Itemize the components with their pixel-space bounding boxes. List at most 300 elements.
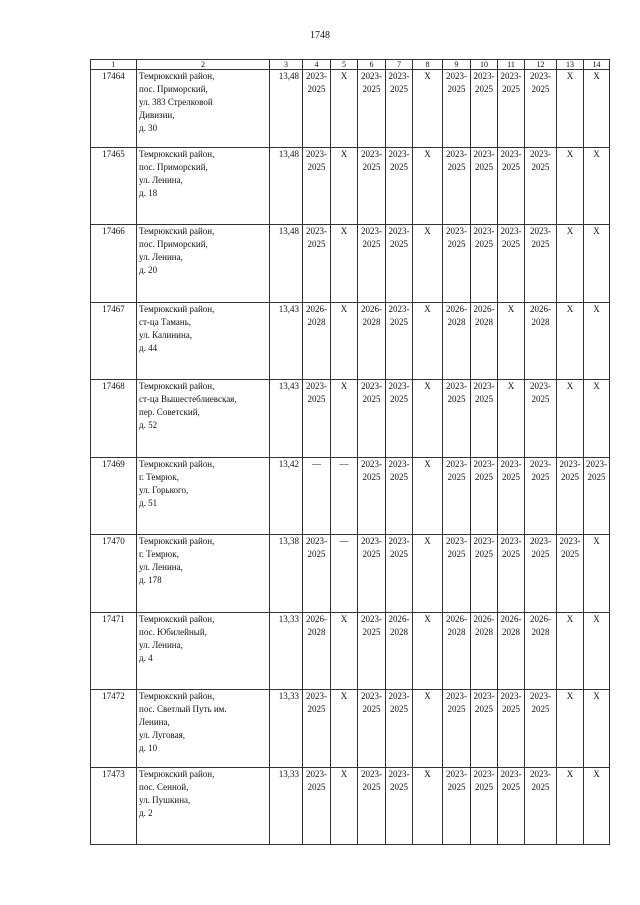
cell-line: 2025 <box>307 704 326 714</box>
cell-line: 2025 <box>362 549 381 559</box>
cell-line: 2023- <box>361 226 382 236</box>
period-cell <box>331 690 358 768</box>
cell-line: 2025 <box>390 549 408 559</box>
period-cell <box>443 535 471 613</box>
cell-line: 2025 <box>307 781 326 792</box>
cell-line: Темрюкский район, <box>139 536 215 546</box>
cell-line: 2023- <box>306 536 327 546</box>
cell-line: 2023- <box>530 458 551 469</box>
cell-line: X <box>424 148 431 159</box>
cell-line: 2023- <box>500 71 522 81</box>
table-row <box>91 225 610 303</box>
cell-line: 2023- <box>361 71 382 81</box>
cell-line: 2023- <box>361 381 382 391</box>
period-cell <box>386 457 413 535</box>
address-cell <box>137 225 270 303</box>
period-cell <box>525 457 557 535</box>
cell-line: д. 4 <box>139 652 153 663</box>
period-cell <box>331 767 358 845</box>
cell-line: ул. Ленина, <box>139 639 183 650</box>
cell-line: 2023- <box>361 613 382 624</box>
cell-line: 2023- <box>559 458 581 469</box>
cell-line: Темрюкский район, <box>139 226 215 236</box>
cell-line: 2025 <box>362 626 381 637</box>
period-cell <box>498 690 525 768</box>
period-cell <box>303 457 331 535</box>
address-cell <box>137 302 270 380</box>
period-cell <box>443 225 471 303</box>
period-cell <box>331 612 358 690</box>
period-cell <box>557 612 584 690</box>
cell-line: пос. Приморский, <box>139 239 208 249</box>
period-cell <box>498 225 525 303</box>
period-cell <box>303 612 331 690</box>
period-cell <box>303 302 331 380</box>
period-cell <box>525 70 557 148</box>
cell-line: X <box>566 613 574 624</box>
period-cell <box>443 612 471 690</box>
column-header: 14 <box>584 60 610 70</box>
period-cell <box>557 767 584 845</box>
column-header: 12 <box>525 60 557 70</box>
cell-line: X <box>340 768 348 779</box>
period-cell <box>525 225 557 303</box>
cell-line: 2026- <box>361 303 382 314</box>
cell-line: 2028 <box>531 316 550 327</box>
cell-line: д. 44 <box>139 342 158 353</box>
period-cell <box>443 70 471 148</box>
cell-line: 2023- <box>473 71 495 81</box>
period-cell <box>498 767 525 845</box>
cell-line: 2023- <box>530 226 551 236</box>
period-cell <box>303 690 331 768</box>
period-cell <box>584 690 610 768</box>
period-cell <box>303 535 331 613</box>
period-cell <box>358 457 386 535</box>
cell-line: X <box>424 458 431 469</box>
cell-line: г. Темрюк, <box>139 471 179 482</box>
cell-line: 2025 <box>362 84 381 94</box>
cell-line: — <box>312 458 321 469</box>
area-cell: 13,48 <box>270 147 303 225</box>
period-cell <box>386 225 413 303</box>
cell-line: X <box>593 691 600 701</box>
cell-line: 2025 <box>390 704 408 714</box>
cell-line: 2025 <box>447 84 466 94</box>
table-row <box>91 457 610 535</box>
address-cell <box>137 612 270 690</box>
cell-line: ул. Ленина, <box>139 252 183 262</box>
cell-line: 2023- <box>530 71 551 81</box>
cell-line: 2025 <box>561 471 579 482</box>
cell-line: 2028 <box>502 626 520 637</box>
row-id: 17466 <box>91 225 137 303</box>
table-header <box>91 60 610 70</box>
period-cell <box>557 70 584 148</box>
cell-line: 2023- <box>473 226 495 236</box>
period-cell <box>471 70 498 148</box>
table-row <box>91 612 610 690</box>
period-cell <box>471 147 498 225</box>
cell-line: 2025 <box>502 781 520 792</box>
column-header: 6 <box>358 60 386 70</box>
cell-line: 2025 <box>531 549 550 559</box>
page-number: 1748 <box>310 30 330 41</box>
cell-line: 2025 <box>475 394 493 404</box>
cell-line: 2023- <box>306 768 327 779</box>
cell-line: X <box>340 226 348 236</box>
cell-line: X <box>593 71 600 81</box>
cell-line: 2025 <box>447 394 466 404</box>
cell-line: 2025 <box>531 704 550 714</box>
cell-line: 2023- <box>446 691 467 701</box>
cell-line: 2025 <box>502 161 520 172</box>
cell-line: 2025 <box>475 549 493 559</box>
cell-line: 2025 <box>307 84 326 94</box>
address-cell <box>137 70 270 148</box>
cell-line: 2023- <box>530 536 551 546</box>
cell-line: Ленина, <box>139 717 170 727</box>
cell-line: д. 30 <box>139 123 158 133</box>
cell-line: ул. 383 Стрелковой <box>139 97 213 107</box>
period-cell <box>303 147 331 225</box>
cell-line: 2023- <box>388 536 410 546</box>
cell-line: 2023- <box>388 381 410 391</box>
period-cell <box>498 535 525 613</box>
cell-line: пос. Юбилейный, <box>139 626 207 637</box>
address-cell <box>137 767 270 845</box>
address-cell <box>137 690 270 768</box>
cell-line: X <box>593 148 600 159</box>
cell-line: 2023- <box>446 458 467 469</box>
cell-line: ст-ца Тамань, <box>139 316 192 327</box>
table-row <box>91 70 610 148</box>
cell-line: X <box>340 71 348 81</box>
cell-line: 2025 <box>307 239 326 249</box>
cell-line: 2023- <box>530 768 551 779</box>
column-header: 11 <box>498 60 525 70</box>
cell-line: X <box>424 613 431 624</box>
column-header: 13 <box>557 60 584 70</box>
area-cell: 13,48 <box>270 70 303 148</box>
area-cell: 13,33 <box>270 612 303 690</box>
table-row <box>91 147 610 225</box>
period-cell <box>584 302 610 380</box>
period-cell <box>443 690 471 768</box>
cell-line: 2025 <box>362 781 381 792</box>
cell-line: 2025 <box>531 394 550 404</box>
cell-line: пос. Сенной, <box>139 781 189 792</box>
cell-line: 2023- <box>361 458 382 469</box>
cell-line: X <box>566 381 574 391</box>
period-cell <box>584 147 610 225</box>
cell-line: 2025 <box>475 471 493 482</box>
cell-line: д. 20 <box>139 265 158 275</box>
cell-line: 2026- <box>500 613 522 624</box>
cell-line: ул. Луговая, <box>139 730 185 740</box>
cell-line: 2028 <box>447 316 466 327</box>
row-id: 17471 <box>91 612 137 690</box>
cell-line: 2023- <box>361 148 382 159</box>
period-cell <box>386 70 413 148</box>
cell-line: 2025 <box>475 84 493 94</box>
period-cell <box>584 380 610 458</box>
column-header: 9 <box>443 60 471 70</box>
area-cell: 13,33 <box>270 690 303 768</box>
period-cell <box>331 302 358 380</box>
period-cell <box>471 690 498 768</box>
period-cell <box>557 690 584 768</box>
cell-line: Темрюкский район, <box>139 768 215 779</box>
cell-line: 2023- <box>473 536 495 546</box>
period-cell <box>525 612 557 690</box>
cell-line: 2023- <box>306 691 327 701</box>
cell-line: 2025 <box>390 394 408 404</box>
period-cell <box>413 380 443 458</box>
period-cell <box>331 70 358 148</box>
period-cell <box>557 535 584 613</box>
cell-line: 2023- <box>446 536 467 546</box>
cell-line: 2026- <box>446 303 467 314</box>
cell-line: 2025 <box>502 704 520 714</box>
period-cell <box>443 302 471 380</box>
cell-line: 2026- <box>530 303 551 314</box>
cell-line: 2028 <box>447 626 466 637</box>
period-cell <box>358 612 386 690</box>
cell-line: 2023- <box>361 536 382 546</box>
cell-line: 2025 <box>475 781 493 792</box>
cell-line: 2025 <box>531 471 550 482</box>
cell-line: 2025 <box>390 781 408 792</box>
period-cell <box>471 535 498 613</box>
period-cell <box>386 767 413 845</box>
cell-line: 2023- <box>306 381 327 391</box>
period-cell <box>498 612 525 690</box>
address-cell <box>137 380 270 458</box>
period-cell <box>443 380 471 458</box>
period-cell <box>358 147 386 225</box>
column-header: 7 <box>386 60 413 70</box>
cell-line: 2025 <box>447 781 466 792</box>
cell-line: X <box>424 768 431 779</box>
cell-line: X <box>593 381 600 391</box>
cell-line: 2023- <box>388 71 410 81</box>
period-cell <box>358 225 386 303</box>
area-cell: 13,33 <box>270 767 303 845</box>
schedule-table <box>90 59 610 845</box>
cell-line: 2023- <box>500 768 522 779</box>
cell-line: 2023- <box>388 148 410 159</box>
cell-line: 2025 <box>561 549 579 559</box>
cell-line: 2023- <box>530 381 551 391</box>
table-row <box>91 535 610 613</box>
column-header: 8 <box>413 60 443 70</box>
cell-line: 2023- <box>473 691 495 701</box>
area-cell: 13,42 <box>270 457 303 535</box>
period-cell <box>303 380 331 458</box>
cell-line: 2023- <box>473 148 495 159</box>
cell-line: 2025 <box>390 84 408 94</box>
column-header: 5 <box>331 60 358 70</box>
cell-line: Темрюкский район, <box>139 613 215 624</box>
cell-line: 2025 <box>362 394 381 404</box>
cell-line: 2023- <box>446 148 467 159</box>
period-cell <box>525 302 557 380</box>
row-id: 17470 <box>91 535 137 613</box>
cell-line: ул. Ленина, <box>139 562 183 572</box>
period-cell <box>331 457 358 535</box>
cell-line: д. 18 <box>139 187 158 198</box>
period-cell <box>584 457 610 535</box>
cell-line: д. 52 <box>139 420 158 430</box>
period-cell <box>471 302 498 380</box>
table-row <box>91 302 610 380</box>
table-row <box>91 767 610 845</box>
period-cell <box>557 380 584 458</box>
cell-line: 2025 <box>502 549 520 559</box>
period-cell <box>386 147 413 225</box>
period-cell <box>413 147 443 225</box>
cell-line: 2025 <box>475 239 493 249</box>
cell-line: 2025 <box>447 239 466 249</box>
cell-line: X <box>424 226 431 236</box>
period-cell <box>443 457 471 535</box>
period-cell <box>413 302 443 380</box>
period-cell <box>303 70 331 148</box>
period-cell <box>584 767 610 845</box>
cell-line: 2023- <box>473 768 495 779</box>
cell-line: 2023- <box>388 458 410 469</box>
period-cell <box>386 612 413 690</box>
cell-line: X <box>566 148 574 159</box>
cell-line: 2026- <box>306 303 327 314</box>
cell-line: X <box>340 148 348 159</box>
cell-line: ул. Калинина, <box>139 329 193 340</box>
cell-line: пер. Советский, <box>139 407 200 417</box>
cell-line: 2025 <box>390 316 408 327</box>
cell-line: 2025 <box>531 781 550 792</box>
period-cell <box>498 147 525 225</box>
period-cell <box>525 380 557 458</box>
cell-line: 2025 <box>390 471 408 482</box>
period-cell <box>584 612 610 690</box>
table-row <box>91 690 610 768</box>
cell-line: 2023- <box>500 536 522 546</box>
period-cell <box>358 535 386 613</box>
cell-line: 2026- <box>473 303 495 314</box>
cell-line: 2028 <box>475 626 493 637</box>
period-cell <box>358 767 386 845</box>
cell-line: 2025 <box>587 471 606 482</box>
address-cell <box>137 535 270 613</box>
row-id: 17464 <box>91 70 137 148</box>
period-cell <box>303 225 331 303</box>
cell-line: 2023- <box>446 71 467 81</box>
cell-line: д. 2 <box>139 807 153 818</box>
period-cell <box>413 690 443 768</box>
cell-line: 2025 <box>390 239 408 249</box>
cell-line: X <box>566 303 574 314</box>
header-row <box>91 60 610 70</box>
period-cell <box>471 767 498 845</box>
cell-line: Темрюкский район, <box>139 691 215 701</box>
table-body <box>91 70 610 845</box>
period-cell <box>413 612 443 690</box>
cell-line: 2023- <box>446 381 467 391</box>
cell-line: 2028 <box>307 316 326 327</box>
cell-line: 2028 <box>307 626 326 637</box>
cell-line: Темрюкский район, <box>139 71 215 81</box>
cell-line: X <box>424 536 431 546</box>
period-cell <box>386 690 413 768</box>
cell-line: X <box>424 381 431 391</box>
cell-line: 2025 <box>307 549 326 559</box>
cell-line: — <box>339 458 349 469</box>
cell-line: Дивизии, <box>139 110 175 120</box>
cell-line: 2026- <box>388 613 410 624</box>
cell-line: 2028 <box>362 316 381 327</box>
period-cell <box>303 767 331 845</box>
period-cell <box>386 302 413 380</box>
period-cell <box>331 147 358 225</box>
cell-line: 2025 <box>362 704 381 714</box>
cell-line: 2026- <box>306 613 327 624</box>
period-cell <box>584 70 610 148</box>
cell-line: 2023- <box>306 71 327 81</box>
cell-line: X <box>340 381 348 391</box>
area-cell: 13,43 <box>270 380 303 458</box>
cell-line: 2023- <box>500 148 522 159</box>
cell-line: 2023- <box>306 148 327 159</box>
cell-line: Темрюкский район, <box>139 303 215 314</box>
period-cell <box>557 457 584 535</box>
cell-line: X <box>566 226 574 236</box>
cell-line: 2025 <box>362 471 381 482</box>
cell-line: пос. Приморский, <box>139 84 208 94</box>
row-id: 17467 <box>91 302 137 380</box>
cell-line: X <box>507 303 515 314</box>
period-cell <box>358 70 386 148</box>
cell-line: 2025 <box>502 471 520 482</box>
cell-line: X <box>593 226 600 236</box>
cell-line: д. 178 <box>139 575 162 585</box>
period-cell <box>557 302 584 380</box>
period-cell <box>584 225 610 303</box>
period-cell <box>413 70 443 148</box>
period-cell <box>584 535 610 613</box>
cell-line: Темрюкский район, <box>139 458 215 469</box>
column-header: 1 <box>91 60 137 70</box>
cell-line: 2025 <box>307 161 326 172</box>
cell-line: 2023- <box>306 226 327 236</box>
cell-line: 2023- <box>388 691 410 701</box>
period-cell <box>498 380 525 458</box>
cell-line: 2023- <box>388 768 410 779</box>
period-cell <box>331 535 358 613</box>
row-id: 17469 <box>91 457 137 535</box>
period-cell <box>525 767 557 845</box>
period-cell <box>358 380 386 458</box>
cell-line: 2023- <box>559 536 581 546</box>
period-cell <box>525 535 557 613</box>
cell-line: ул. Пушкина, <box>139 794 191 805</box>
cell-line: 2023- <box>446 226 467 236</box>
period-cell <box>331 225 358 303</box>
cell-line: 2023- <box>361 768 382 779</box>
cell-line: 2026- <box>446 613 467 624</box>
cell-line: 2025 <box>307 394 326 404</box>
cell-line: 2028 <box>531 626 550 637</box>
